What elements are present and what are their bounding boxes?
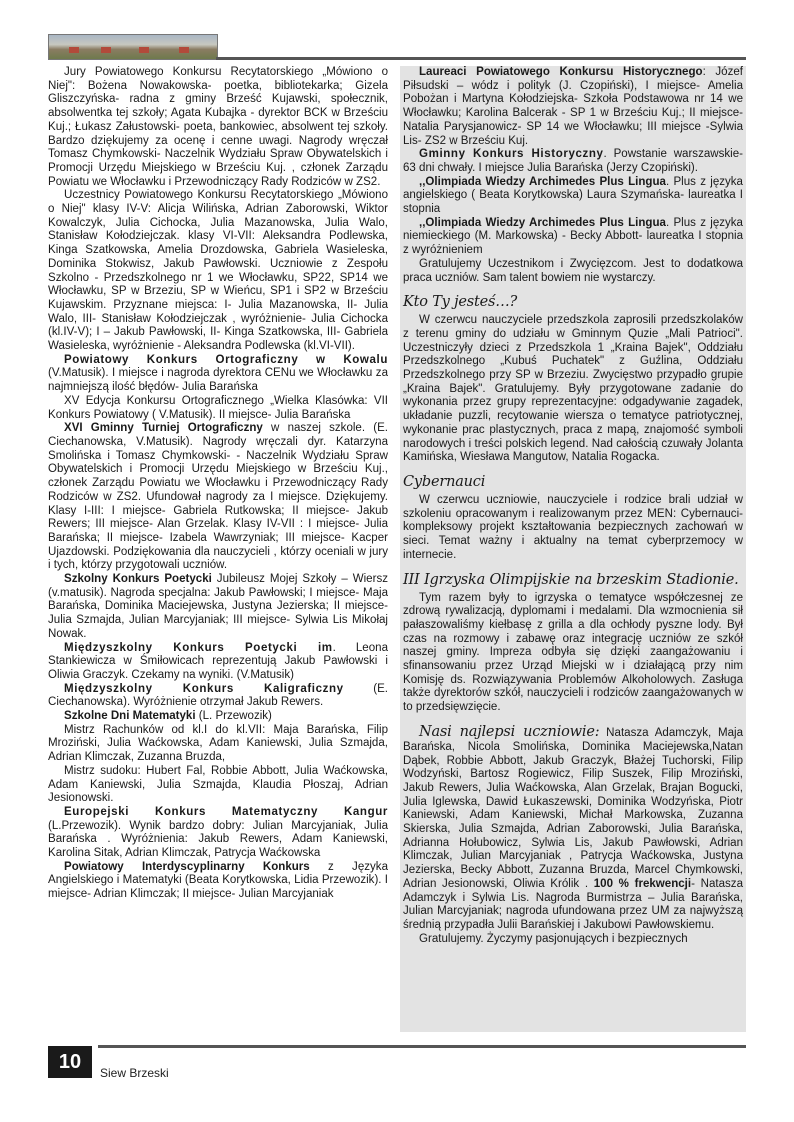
contest-title: ,,Olimpiada Wiedzy Archimedes Plus Lingua xyxy=(419,216,666,229)
paragraph: Uczestnicy Powiatowego Konkursu Recytatorskiego „Mówiono o Niej" klasy IV-V: Alicja Wilińska, Adrian Zaborowski, Wiktor Kowalczyk, Julia Cichocka, Julia Mazanowska, Julia Walo, Stanisław Kołodziejczak. klasy VI-VII: Aleksandra Podlewska, Kinga Szatkowska, Amelia Drozdowska, Gabriela Wasieleska, Dominika Stokwisz, Jakub Pawłowski. Uczniowie z Zespołu Szkolno - Przedszkolnego nr 1 we Włocławku, SP22, SP14 we Włocławku, SP w Brzeziu, SP w Wieńcu, SP1 i SP2 w Brześciu Kujawskim. Przyznane miejsca: I- Julia Mazanowska, II- Julia Walo, III- Stanisław Kołodziejczak , wyróżnienie- Julia Cichocka (kl.IV-V); I – Jakub Pawłowski, II- Kinga Szatkowska, III- Gabriela Wasieleska, wyróżnienie - Aleksandra Podlewska (kl.VI-VII). xyxy=(48,189,388,353)
publication-name: Siew Brzeski xyxy=(100,1066,169,1080)
header-photo xyxy=(48,34,218,60)
paragraph: W czerwcu nauczyciele przedszkola zaprosili przedszkolaków z terenu gminy do udziału w Gminnym Quzie „Mali Patrioci". Uczestniczyły dzieci z Przedszkola 1 „Kraina Bajek", Oddziału Przedszkolnego „Kubuś Puchatek" z Guźlina, Oddziału Przedszkolnego przy SP w Brzeziu. Zwycięstwo przypadło grupie „Kraina Bajek". Gratulujemy. Były przygotowane zadanie do wykonania przez grupy reprezentacyjne: odgadywanie zagadek, układanie puzzli, recytowanie wiersza o tematyce patriotycznej, wykonanie prac plastycznych, praca z mapą, znajomość symboli narodowych i treści polskich legend. Nad całością czuwały Jolanta Kamińska, Wiesława Mangutow, Natalia Rogacka. xyxy=(403,314,743,464)
contest-title: Powiatowy Interdyscyplinarny Konkurs xyxy=(64,860,310,873)
contest-title: Międzyszkolny Konkurs Poetycki im xyxy=(64,641,333,654)
paragraph: XVI Gminny Turniej Ortograficzny w naszej szkole. (E. Ciechanowska, V.Matusik). Nagrody wręczali dyr. Katarzyna Smolińska i Tomasz Chymkowski- - Naczelnik Wydziału Spraw Obywatelskich i Promocji Urzędu Miejskiego w Brześciu Kuj., członek Zarządu Powiatu we Włocławku i Przewodniczący Rady Rodziców w ZS2. Ufundował nagrody za I miejsce. Dziękujemy. Klasy I-III: I miejsce- Gabriela Rutkowska; II miejsce- Jakub Rewers; III miejsce- Alan Grzelak. Klasy IV-VII : I miejsce- Julia Barańska; II miejsce- Izabela Wawrzyniak; III miejsce- Kacper Ujazdowski. Podziękowania dla nauczycieli , którzy oceniali w jury i tych, którzy przygotowali uczniów. xyxy=(48,422,388,572)
paragraph: ,,Olimpiada Wiedzy Archimedes Plus Lingua. Plus z języka niemieckiego (M. Markowska) - Becky Abbott- laureatka I stopnia z wyróżnieniem xyxy=(403,216,743,257)
paragraph: Międzyszkolny Konkurs Poetycki im. Leona Stankiewicza w Śmiłowicach reprezentują Jakub Pawłowski i Oliwia Graczyk. Czekamy na wyniki. (V.Matusik) xyxy=(48,641,388,681)
paragraph: Mistrz Rachunków od kl.I do kl.VII: Maja Barańska, Filip Mroziński, Julia Waćkowska, Adam Kaniewski, Julia Szmajda, Adrian Klimczak, Zuzanna Bruzda, xyxy=(48,723,388,764)
paragraph: Powiatowy Konkurs Ortograficzny w Kowalu (V.Matusik). I miejsce i nagroda dyrektora CENu we Włocławku za najmniejszą ilość błędów- Julia Barańska xyxy=(48,353,388,394)
paragraph: W czerwcu uczniowie, nauczyciele i rodzice brali udział w szkoleniu opracowanym i realizowanym przez MEN: Cybernauci- kompleksowy projekt kształtowania bezpiecznych zachowań w sieci. Temat ważny i aktualny na temat cyberprzemocy w internecie. xyxy=(403,493,743,561)
section-heading: Nasi najlepsi uczniowie: xyxy=(419,723,600,740)
contest-title: Szkolne Dni Matematyki xyxy=(64,710,196,723)
section-heading: Cybernauci xyxy=(403,473,486,490)
header-rule xyxy=(216,57,746,60)
left-column xyxy=(48,66,388,1032)
contest-title: Laureaci Powiatowego Konkursu Historycznego xyxy=(419,66,703,78)
paragraph: Gratulujemy Uczestnikom i Zwycięzcom. Jest to dodatkowa praca uczniów. Sam talent bowiem nie wystarczy. xyxy=(403,257,743,284)
paragraph: Gratulujemy. Życzymy pasjonujących i bezpiecznych xyxy=(419,932,688,945)
contest-title: ,,Olimpiada Wiedzy Archimedes Plus Lingua xyxy=(419,175,666,188)
contest-title: Międzyszkolny Konkurs Kaligraficzny xyxy=(64,682,344,695)
section-heading: Kto Ty jesteś…? xyxy=(403,294,518,311)
paragraph: Powiatowy Interdyscyplinarny Konkurs z Języka Angielskiego i Matematyki (Beata Korytkowska, Lidia Przewozik). I miejsce- Adrian Klimczak; II miejsce- Julian Marcyjaniak xyxy=(48,860,388,901)
paragraph: Nasi najlepsi uczniowie: Natasza Adamczyk, Maja Barańska, Nicola Smolińska, Dominika Maciejewska,Natan Dąbek, Robbie Abbott, Jakub Graczyk, Błażej Tuchorski, Filip Wodzyński, Bartosz Rogiewicz, Filip Suszek, Filip Mroziński, Jakub Rewers, Julia Waćkowska, Alan Grzelak, Brajan Bogucki, Julia Iglewska, Dawid Łukaszewski, Dominika Wodzyńska, Piotr Kaniewski, Adam Kaniewski, Michał Markowska, Zuzanna Skierska, Julia Szmajda, Adrian Zaborowski, Julia Barańska, Adrianna Hołubowicz, Sylwia Lis, Jakub Pawłowski, Adrian Klimczak, Julian Marcyjaniak , Patrycja Waćkowska, Justyna Jezierska, Becky Abbott, Zuzanna Bruzda, Marcel Chymkowski, Adrian Jesionowski, Oliwia Królik . 100 % frekwencji- Natasza Adamczyk i Sylwia Lis. Nagroda Burmistrza – Julia Barańska, Julian Marcyjaniak; nagroda ufundowana przez UM za najwyższą średnią przypadła Julii Barańskiej i Jakubowi Pawłowskiemu. xyxy=(403,723,743,931)
paragraph: Szkolne Dni Matematyki (L. Przewozik) xyxy=(64,710,272,723)
contest-title: Powiatowy Konkurs Ortograficzny w Kowalu xyxy=(64,353,388,366)
paragraph: Międzyszkolny Konkurs Kaligraficzny (E. Ciechanowska). Wyróżnienie otrzymał Jakub Rewers. xyxy=(48,682,388,709)
paragraph: Tym razem były to igrzyska o tematyce współczesnej ze zdrową rywalizacją, dyplomami i medalami. Dla wzmocnienia sił pałaszowaliśmy kiełbasę z grilla a dla ochłody pyszne lody. Był czas na rozmowy i zabawę oraz integrację uczniów ze szkół naszej gminy. Impreza odbyła się dzięki zaangażowaniu i sfinansowaniu przez Urząd Miejski w i działającą przy nim Komisję ds. Rozwiązywania Problemów Alkoholowych. Zasługa także dyrektorów szkół, nauczycieli i rodziców zaangażowanych w to przedsięwzięcie. xyxy=(403,591,743,714)
paragraph: Laureaci Powiatowego Konkursu Historycznego: Józef Piłsudski – wódz i polityk (J. Czopiński), I miejsce- Amelia Pobożan i Martyna Kołodziejska- Szkoła Podstawowa nr 14 we Włocławku; Karolina Balcerak - SP 1 w Brześciu Kuj.; II miejsce- Natalia Parysjanowicz- SP 14 we Włocławku; III miejsce -Sylwia Lis- ZS2 w Brześciu Kuj. xyxy=(403,66,744,147)
footer-rule xyxy=(98,1045,746,1048)
paragraph: Europejski Konkurs Matematyczny Kangur (L.Przewozik). Wynik bardzo dobry: Julian Marcyjaniak, Julia Barańska . Wyróżnienia: Jakub Rewers, Adam Kaniewski, Karolina Sitak, Adrian Klimczak, Patrycja Waćkowska xyxy=(48,805,388,860)
contest-title: Gminny Konkurs Historyczny xyxy=(419,148,604,161)
paragraph: ,,Olimpiada Wiedzy Archimedes Plus Lingua. Plus z języka angielskiego ( Beata Korytkowska) Laura Szymańska- laureatka I stopnia xyxy=(403,175,743,216)
page-number: 10 xyxy=(48,1046,92,1078)
paragraph: Gminny Konkurs Historyczny. Powstanie warszawskie- 63 dni chwały. I miejsce Julia Barańska (Jerzy Czopiński). xyxy=(403,148,743,174)
contest-title: Szkolny Konkurs Poetycki xyxy=(64,573,212,586)
contest-title: XVI Gminny Turniej Ortograficzny xyxy=(64,422,263,435)
paragraph: Jury Powiatowego Konkursu Recytatorskiego „Mówiono o Niej": Bożena Nowakowska- poetka, bibliotekarka; Gizela Gliszczyńska- radna z gminy Brześć Kujawski, społecznik, absolwentka tej szkoły; Agata Kubajka - dyrektor BCK w Brześciu Kuj.; Łukasz Załustowski- poeta, bankowiec, absolwent tej szkoły. Bardzo dziękujemy za ocenę i cenne uwagi. Nagrody wręczał Tomasz Chymkowski- Naczelnik Wydziału Spraw Obywatelskich i Promocji Urzędu Miejskiego w Brześciu Kuj. , członek Zarządu Powiatu we Włocławku i Przewodniczący Rady Rodziców w ZS2. xyxy=(48,66,388,188)
contest-title: Europejski Konkurs Matematyczny Kangur xyxy=(64,805,388,818)
paragraph: Szkolny Konkurs Poetycki Jubileusz Mojej Szkoły – Wiersz (v.matusik). Nagroda specjalna: Jakub Pawłowski; I miejsce- Maja Barańska, Dominika Maciejewska, Justyna Jezierska; II miejsce- Julia Szmajda, Julian Marcyjaniak; III miejsce- Sylwia Lis Mikołaj Nowak. xyxy=(48,573,388,640)
right-column xyxy=(400,66,746,1032)
paragraph: XV Edycja Konkursu Ortograficznego „Wielka Klasówka: VII Konkurs Powiatowy ( V.Matusik). II miejsce- Julia Barańska xyxy=(48,394,388,421)
paragraph: Mistrz sudoku: Hubert Fal, Robbie Abbott, Julia Waćkowska, Adam Kaniewski, Julia Szmajda, Klaudia Płoszaj, Adrian Jesionowski. xyxy=(48,764,388,805)
section-heading: III Igrzyska Olimpijskie na brzeskim Stadionie. xyxy=(403,571,739,588)
